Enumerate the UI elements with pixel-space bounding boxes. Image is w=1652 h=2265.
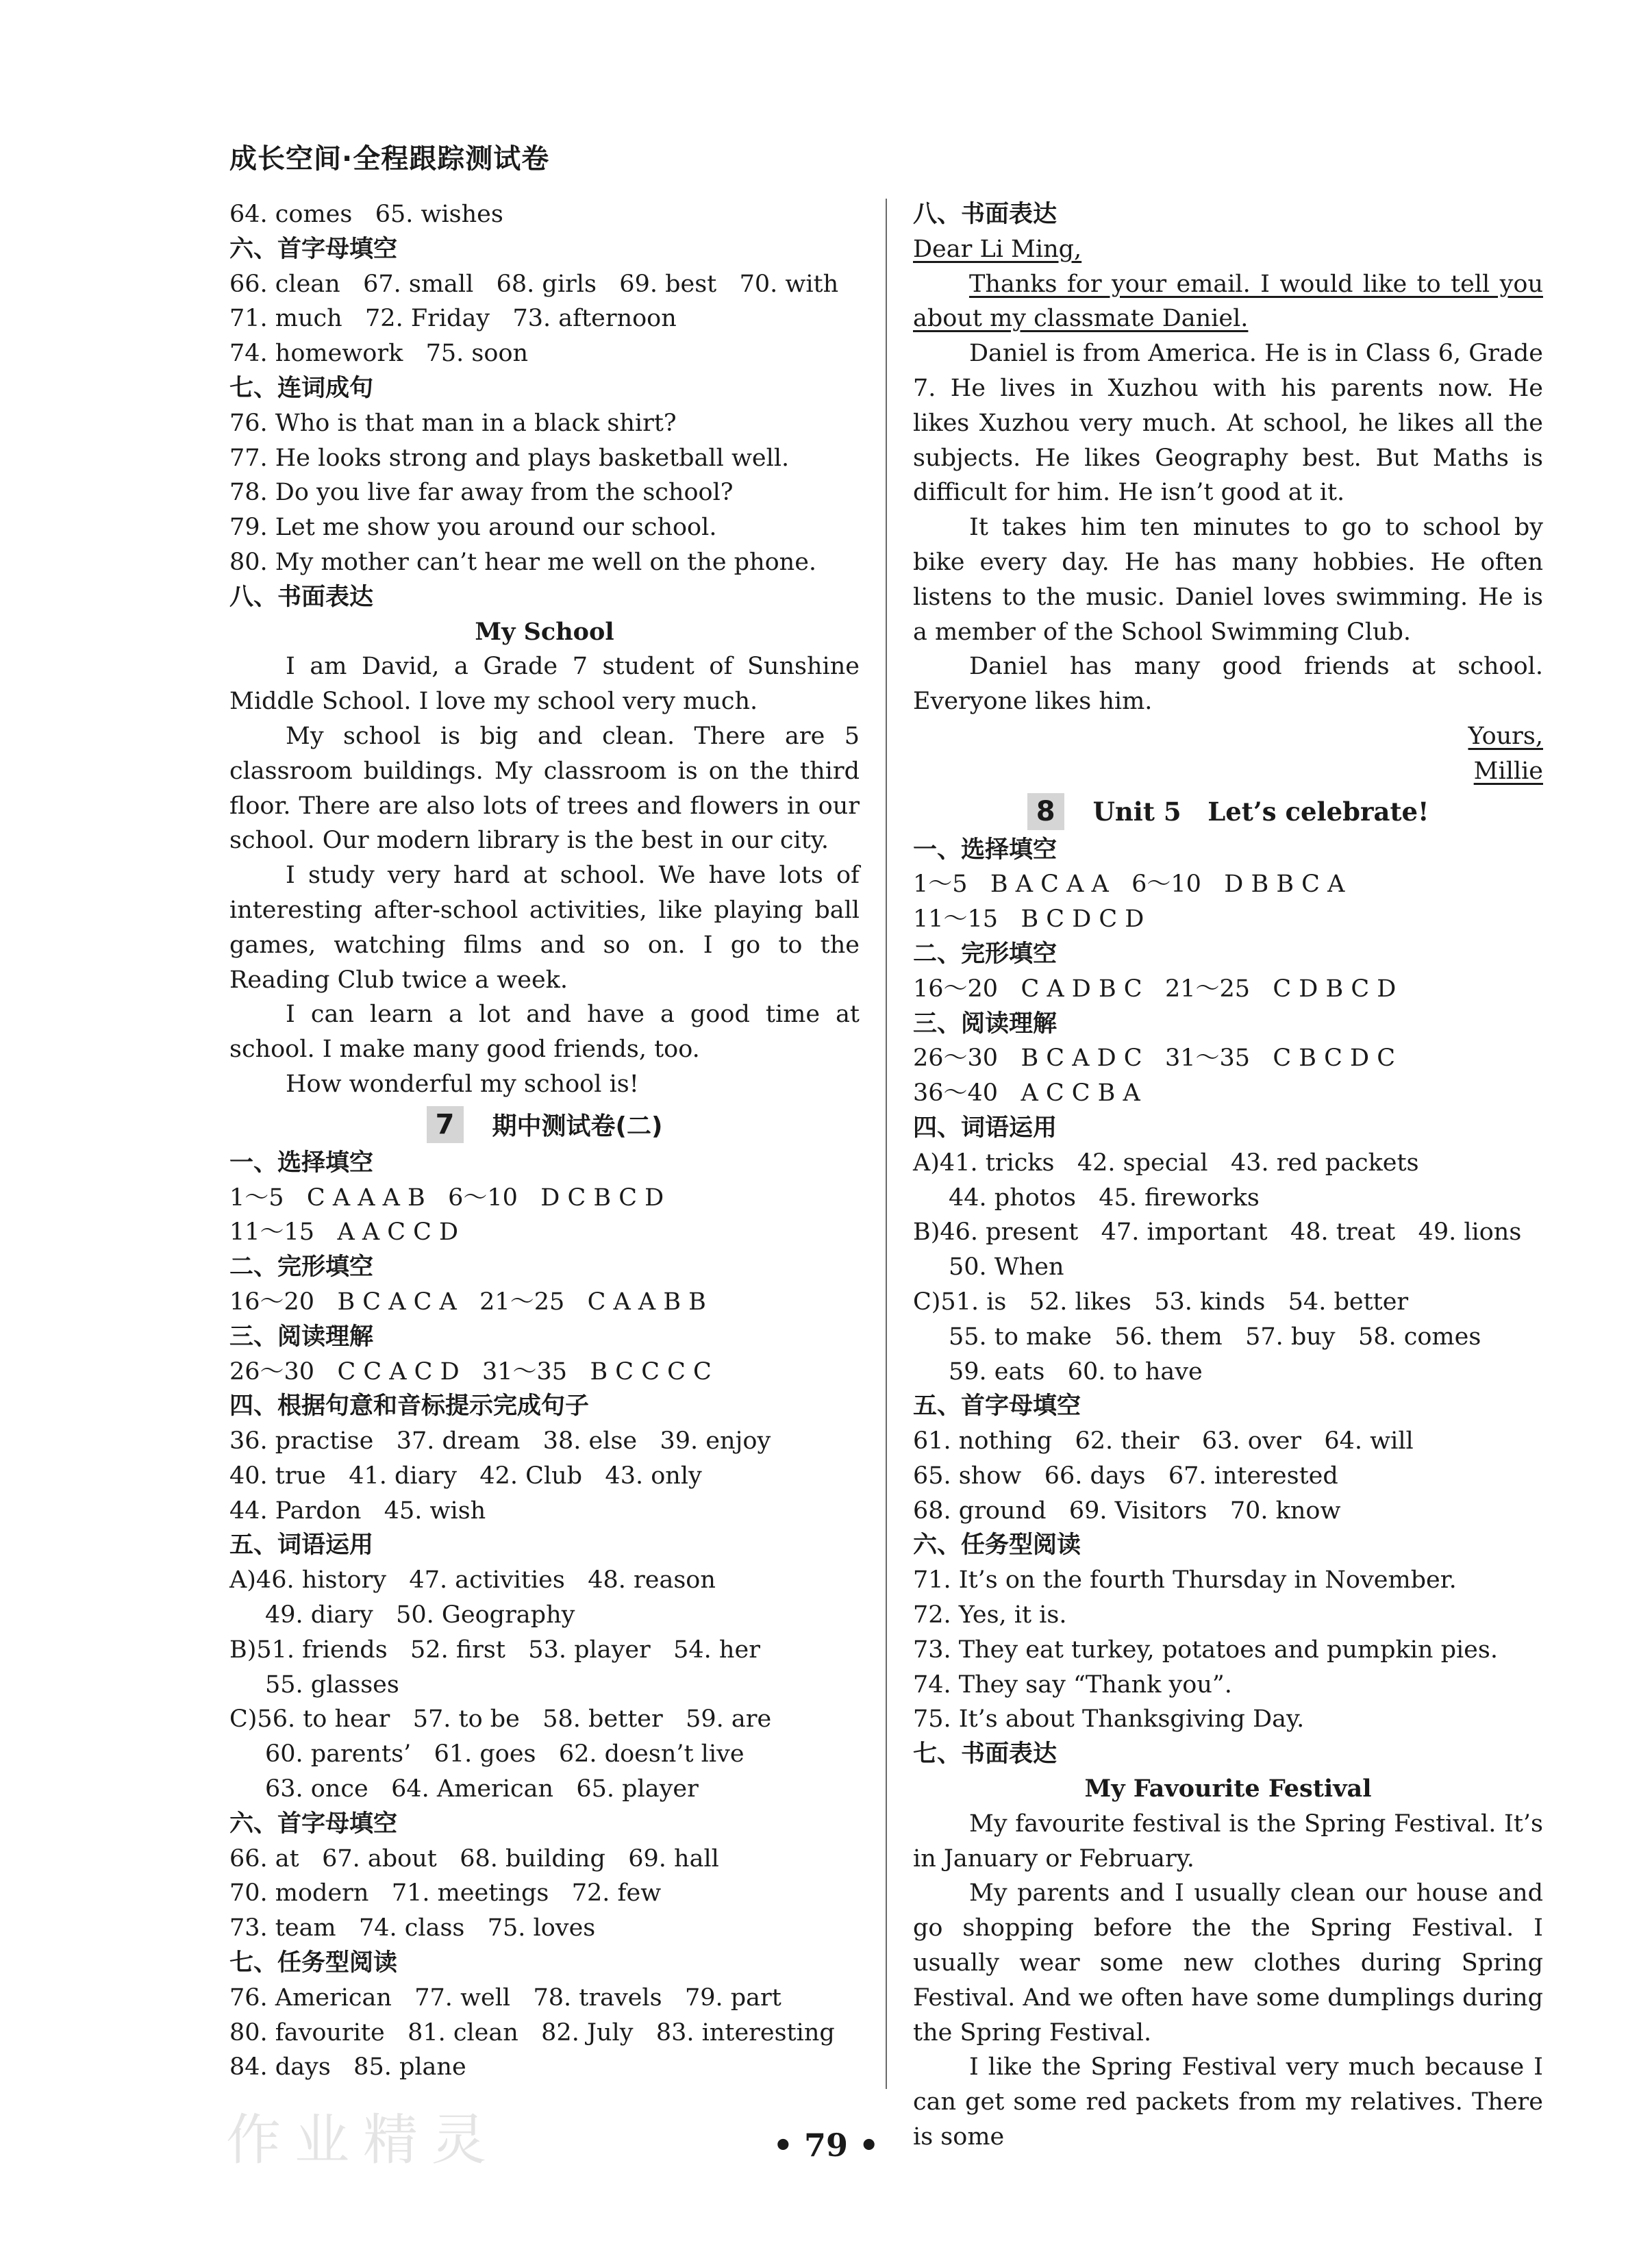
section-title: 一、选择填空	[913, 836, 1057, 864]
section-title: 六、任务型阅读	[913, 1531, 1081, 1560]
answer-lines	[913, 1424, 1543, 1528]
section-title: 八、书面表达	[229, 583, 374, 611]
answer-line: 44. photos 45. fireworks	[949, 1184, 1260, 1212]
unit-number-badge: 8	[1027, 793, 1064, 830]
answer-lines	[229, 1842, 860, 1946]
answer-line: B)51. friends 52. first 53. player 54. her	[229, 1636, 760, 1664]
watermark: 作业精灵	[226, 2108, 500, 2172]
answer-lines	[913, 1041, 1543, 1111]
top-lines	[229, 197, 860, 232]
right-column	[913, 197, 1543, 2155]
section-title: 四、根据句意和音标提示完成句子	[229, 1392, 590, 1421]
answer-line: 71. much 72. Friday 73. afternoon	[229, 305, 677, 333]
unit-8-heading	[913, 790, 1543, 833]
answer-lines	[229, 1285, 860, 1320]
answer-line: 11～15 A A C C D	[229, 1218, 459, 1247]
answer-line: 59. eats 60. to have	[949, 1357, 1203, 1386]
answer-line: 40. true 41. diary 42. Club 43. only	[229, 1462, 702, 1490]
answer-line: 75. It’s about Thanksgiving Day.	[913, 1705, 1305, 1734]
letter-greeting: Dear Li Ming,	[913, 235, 1082, 263]
answer-lines	[229, 1563, 860, 1807]
answer-line: 66. clean 67. small 68. girls 69. best 70. with	[229, 270, 839, 298]
answer-line: 71. It’s on the fourth Thursday in November.	[913, 1566, 1457, 1594]
answer-lines	[913, 972, 1543, 1007]
section-title: 四、词语运用	[913, 1114, 1057, 1142]
essay-paragraph: I like the Spring Festival very much because I can get some red packets from my relatives. There is some	[913, 2053, 1543, 2151]
essay-paragraph: Daniel is from America. He is in Class 6, Grade 7. He lives in Xuzhou with his parents now. He likes Xuzhou very much. At school, he likes all the subjects. He likes Geography best. But Maths is difficult for him. He isn’t good at it.	[913, 340, 1543, 507]
answer-lines	[913, 1146, 1543, 1390]
answer-line: 73. team 74. class 75. loves	[229, 1914, 596, 1942]
answer-lines	[229, 1981, 860, 2085]
letter-closing-text: Yours,	[1468, 722, 1543, 750]
answer-line: 49. diary 50. Geography	[265, 1601, 575, 1629]
answer-line: 76. Who is that man in a black shirt?	[229, 409, 677, 437]
section-title: 二、完形填空	[913, 940, 1057, 968]
essay-paragraph: It takes him ten minutes to go to school by bike every day. He has many hobbies. He often listens to the music. Daniel loves swimming. He is a member of the School Swimming Club.	[913, 514, 1543, 646]
answer-line: 50. When	[949, 1253, 1064, 1281]
essay-body	[229, 649, 860, 1101]
essay-paragraph: I can learn a lot and have a good time at school. I make many good friends, too.	[229, 1001, 860, 1064]
essay-paragraph: My parents and I usually clean our house and go shopping before the the Spring Festival. I usually wear some new clothes during Spring Festival. And we often have some dumplings during the Spring Festival.	[913, 1879, 1543, 2047]
section-title: 五、首字母填空	[913, 1392, 1081, 1421]
answer-line: 55. glasses	[265, 1670, 399, 1699]
unit-title: Unit 5 Let’s celebrate!	[1092, 796, 1429, 827]
essay-title: My School	[475, 617, 614, 646]
section-title: 二、完形填空	[229, 1253, 374, 1281]
section-title: 一、选择填空	[229, 1149, 374, 1177]
section-title: 六、首字母填空	[229, 1810, 398, 1838]
answer-line: A)41. tricks 42. special 43. red packets	[913, 1149, 1419, 1177]
answer-lines	[229, 267, 860, 371]
essay-paragraph: Daniel has many good friends at school. Everyone likes him.	[913, 653, 1543, 716]
answer-line: 74. homework 75. soon	[229, 340, 529, 368]
essay-title: My Favourite Festival	[1084, 1775, 1372, 1803]
answer-line: 74. They say “Thank you”.	[913, 1670, 1232, 1699]
unit-number-badge: 7	[427, 1106, 464, 1143]
section-title: 八、书面表达	[913, 201, 1057, 228]
section-title: 三、阅读理解	[913, 1010, 1057, 1038]
essay-paragraph: My favourite festival is the Spring Festival. It’s in January or February.	[913, 1810, 1543, 1873]
essay-paragraph: How wonderful my school is!	[286, 1070, 639, 1098]
answer-line: 26～30 B C A D C 31～35 C B C D C	[913, 1044, 1396, 1073]
section-title: 七、任务型阅读	[229, 1949, 398, 1977]
section-title: 七、连词成句	[229, 374, 374, 402]
unit-title: 期中测试卷(二)	[492, 1112, 663, 1141]
answer-line: C)56. to hear 57. to be 58. better 59. are	[229, 1705, 772, 1734]
section-title: 七、书面表达	[913, 1740, 1057, 1768]
answer-line: 44. Pardon 45. wish	[229, 1497, 486, 1525]
answer-line: 76. American 77. well 78. travels 79. part	[229, 1984, 781, 2012]
answer-lines	[229, 1181, 860, 1251]
answer-line: 77. He looks strong and plays basketball well.	[229, 444, 790, 472]
answer-line: 16～20 B C A C A 21～25 C A A B B	[229, 1288, 706, 1316]
answer-line: 84. days 85. plane	[229, 2053, 466, 2081]
section-title: 三、阅读理解	[229, 1323, 374, 1351]
page-number: • 79 •	[773, 2127, 879, 2164]
answer-line: 65. show 66. days 67. interested	[913, 1462, 1338, 1490]
answer-line: 73. They eat turkey, potatoes and pumpkin pies.	[913, 1636, 1498, 1664]
answer-line: 78. Do you live far away from the school?	[229, 479, 734, 507]
letter-intro-text: Thanks for your email. I would like to tell you about my classmate Daniel.	[913, 270, 1543, 333]
answer-line: 36. practise 37. dream 38. else 39. enjoy	[229, 1427, 771, 1455]
answer-line: 1～5 B A C A A 6～10 D B B C A	[913, 871, 1345, 899]
unit-7-heading	[229, 1103, 860, 1146]
answer-line: 66. at 67. about 68. building 69. hall	[229, 1844, 719, 1873]
letter-closing	[913, 719, 1543, 754]
answer-lines	[229, 1355, 860, 1390]
answer-line: A)46. history 47. activities 48. reason	[229, 1566, 716, 1594]
answer-line: 80. My mother can’t hear me well on the phone.	[229, 548, 817, 576]
essay-body	[913, 1807, 1543, 2155]
page-header: 成长空间·全程跟踪测试卷	[229, 143, 550, 175]
letter-signature	[913, 754, 1543, 789]
answer-lines	[913, 867, 1543, 937]
section-title: 六、首字母填空	[229, 235, 398, 263]
left-column	[229, 197, 860, 2085]
answer-line: 61. nothing 62. their 63. over 64. will	[913, 1427, 1414, 1455]
section-title: 五、词语运用	[229, 1531, 374, 1560]
letter-body	[913, 336, 1543, 719]
letter-signature-text: Millie	[1473, 757, 1543, 785]
answer-line: 60. parents’ 61. goes 62. doesn’t live	[265, 1740, 744, 1768]
answer-lines	[229, 406, 860, 580]
answer-line: 16～20 C A D B C 21～25 C D B C D	[913, 975, 1397, 1003]
answer-line: 68. ground 69. Visitors 70. know	[913, 1497, 1341, 1525]
answer-line: 26～30 C C A C D 31～35 B C C C C	[229, 1357, 712, 1386]
answer-lines	[229, 1424, 860, 1528]
essay-paragraph: I study very hard at school. We have lots of interesting after-school activities, like playing ball games, watching films and so on. I go to the Reading Club twice a week.	[229, 862, 860, 994]
answer-line: 80. favourite 81. clean 82. July 83. interesting	[229, 2018, 835, 2047]
letter-intro	[913, 267, 1543, 337]
answer-line: 72. Yes, it is.	[913, 1601, 1067, 1629]
answer-line: 55. to make 56. them 57. buy 58. comes	[949, 1323, 1481, 1351]
answer-line: 1～5 C A A A B 6～10 D C B C D	[229, 1184, 664, 1212]
answer-line: 11～15 B C D C D	[913, 905, 1144, 934]
answer-line: 64. comes 65. wishes	[229, 201, 503, 228]
answer-line: C)51. is 52. likes 53. kinds 54. better	[913, 1288, 1409, 1316]
answer-lines	[913, 1563, 1543, 1737]
answer-line: 63. once 64. American 65. player	[265, 1775, 699, 1803]
answer-line: 70. modern 71. meetings 72. few	[229, 1879, 662, 1907]
essay-paragraph: My school is big and clean. There are 5 classroom buildings. My classroom is on the third floor. There are also lots of trees and flowers in our school. Our modern library is the best in our city.	[229, 722, 860, 855]
column-divider	[886, 199, 887, 2089]
answer-line: 79. Let me show you around our school.	[229, 514, 717, 542]
essay-paragraph: I am David, a Grade 7 student of Sunshine Middle School. I love my school very much.	[229, 653, 860, 716]
answer-line: B)46. present 47. important 48. treat 49. lions	[913, 1218, 1522, 1247]
answer-line: 36～40 A C C B A	[913, 1079, 1140, 1108]
